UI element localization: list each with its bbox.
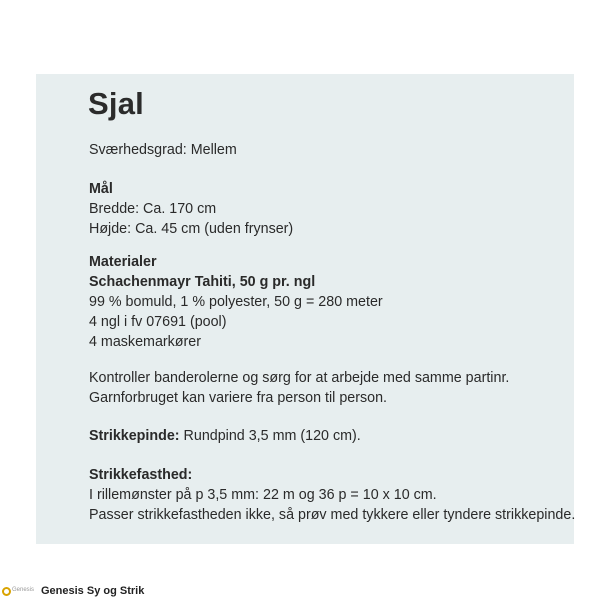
footer <box>0 582 300 602</box>
difficulty-section <box>89 140 237 160</box>
materials-section <box>89 252 383 352</box>
genesis-logo-icon <box>2 587 11 596</box>
gauge-heading: Strikkefasthed: <box>89 467 193 483</box>
materials-markers: 4 maskemarkører <box>89 334 202 350</box>
needles-value: Rundpind 3,5 mm (120 cm). <box>179 428 361 444</box>
materials-amount: 4 ngl i fv 07691 (pool) <box>89 314 227 330</box>
note-line-2: Garnforbruget kan variere fra person til person. <box>89 390 388 406</box>
note-line-1: Kontroller banderolerne og sørg for at arbejde med samme partinr. <box>89 370 510 386</box>
genesis-logo <box>2 585 40 599</box>
needles-section <box>89 426 361 446</box>
materials-composition: 99 % bomuld, 1 % polyester, 50 g = 280 meter <box>89 294 383 310</box>
difficulty-text: Sværhedsgrad: Mellem <box>89 142 237 158</box>
brand-name: Genesis Sy og Strik <box>41 585 145 597</box>
page-title: Sjal <box>88 86 144 121</box>
materials-yarn: Schachenmayr Tahiti, 50 g pr. ngl <box>89 274 316 290</box>
materials-heading: Materialer <box>89 254 157 270</box>
gauge-section <box>89 465 575 525</box>
gauge-line-1: I rillemønster på p 3,5 mm: 22 m og 36 p = 10 x 10 cm. <box>89 487 437 503</box>
measures-section <box>89 179 293 239</box>
note-section <box>89 368 509 408</box>
measures-heading: Mål <box>89 181 113 197</box>
measures-height: Højde: Ca. 45 cm (uden frynser) <box>89 221 294 237</box>
gauge-line-2: Passer strikkefastheden ikke, så prøv med tykkere eller tyndere strikkepinde. <box>89 507 576 523</box>
needles-label: Strikkepinde: <box>89 428 180 444</box>
pattern-info-card <box>36 74 574 544</box>
genesis-logo-text: Genesis <box>12 587 35 593</box>
measures-width: Bredde: Ca. 170 cm <box>89 201 217 217</box>
